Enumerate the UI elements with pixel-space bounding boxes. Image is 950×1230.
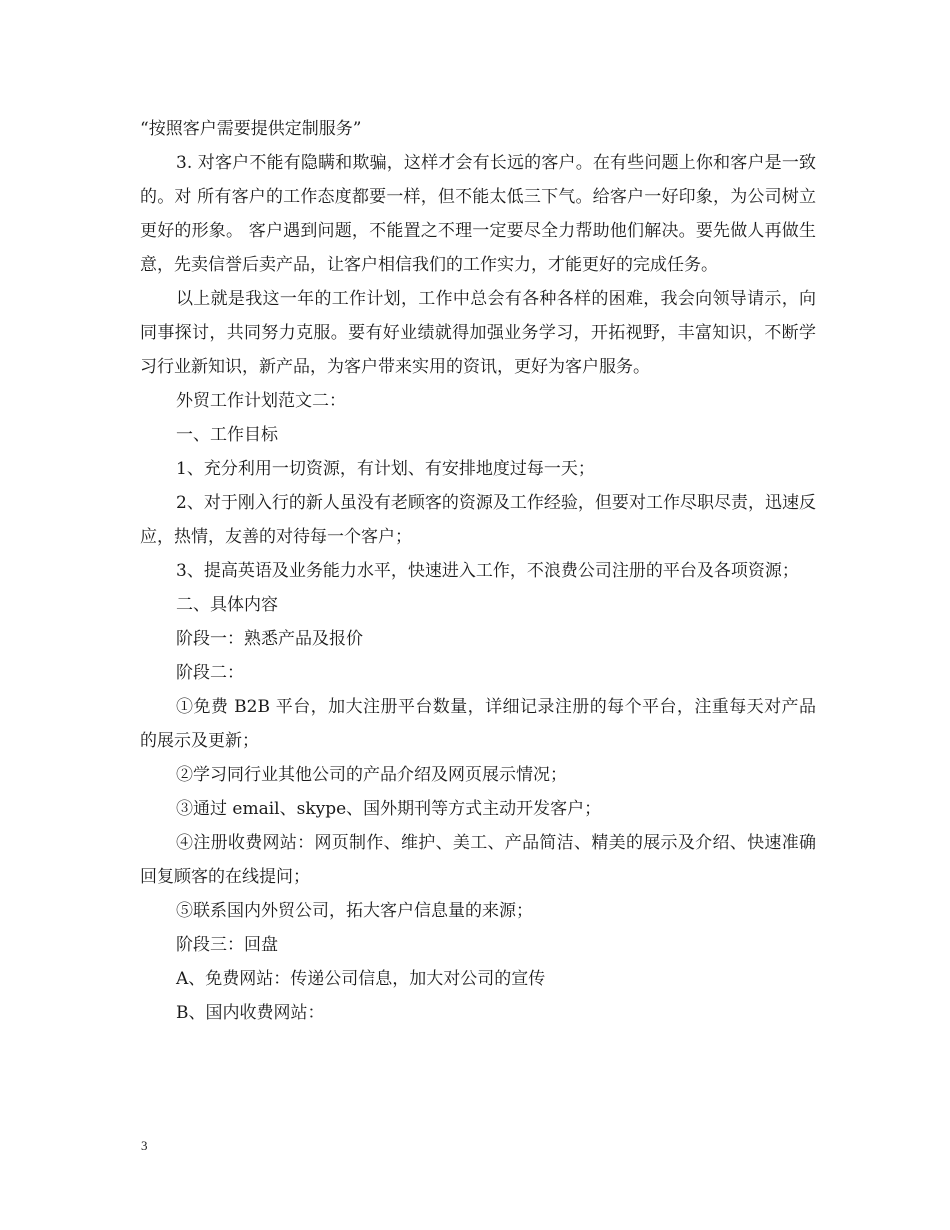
list-item: ①免费 B2B 平台，加大注册平台数量，详细记录注册的每个平台，注重每天对产品的展示及更新； [140, 697, 816, 751]
list-item: 3、提高英语及业务能力水平，快速进入工作，不浪费公司注册的平台及各项资源； [176, 561, 799, 581]
paragraph: 3. 对客户不能有隐瞒和欺骗，这样才会有长远的客户。在有些问题上你和客户是一致的。对 所有客户的工作态度都要一样，但不能太低三下气。给客户一好印象，为公司树立更好的形象。 客户遇到问题，不能置之不理一定要尽全力帮助他们解决。要先做人再做生意，先卖信誉后卖产品，让客户相信我们的工作实力，才能更好的完成任务。 [140, 153, 816, 275]
stage-heading: 阶段一：熟悉产品及报价 [176, 629, 363, 649]
list-item: 1、充分利用一切资源，有计划、有安排地度过每一天； [176, 459, 595, 479]
section-heading: 二、具体内容 [176, 595, 278, 615]
document-body [140, 112, 816, 1030]
list-item: ②学习同行业其他公司的产品介绍及网页展示情况； [176, 765, 567, 785]
list-item: 2、对于刚入行的新人虽没有老顾客的资源及工作经验，但要对工作尽职尽责，迅速反应，热情，友善的对待每一个客户； [140, 493, 816, 547]
paragraph: “按照客户需要提供定制服务” [140, 119, 362, 139]
list-item: ④注册收费网站：网页制作、维护、美工、产品简洁、精美的展示及介绍、快速准确回复顾客的在线提问； [140, 833, 816, 887]
section-heading: 外贸工作计划范文二： [176, 391, 346, 411]
page-number: 3 [141, 1138, 148, 1153]
list-item: ⑤联系国内外贸公司，拓大客户信息量的来源； [176, 901, 533, 921]
section-heading: 一、工作目标 [176, 425, 278, 445]
stage-heading: 阶段三：回盘 [176, 935, 278, 955]
stage-heading: 阶段二： [176, 663, 244, 683]
paragraph: 以上就是我这一年的工作计划，工作中总会有各种各样的困难，我会向领导请示，向同事探讨，共同努力克服。要有好业绩就得加强业务学习，开拓视野，丰富知识，不断学习行业新知识，新产品，为客户带来实用的资讯，更好为客户服务。 [140, 289, 816, 377]
list-item: A、免费网站：传递公司信息，加大对公司的宣传 [176, 969, 546, 989]
list-item: ③通过 email、skype、国外期刊等方式主动开发客户； [176, 799, 602, 819]
list-item: B、国内收费网站： [176, 1003, 325, 1023]
